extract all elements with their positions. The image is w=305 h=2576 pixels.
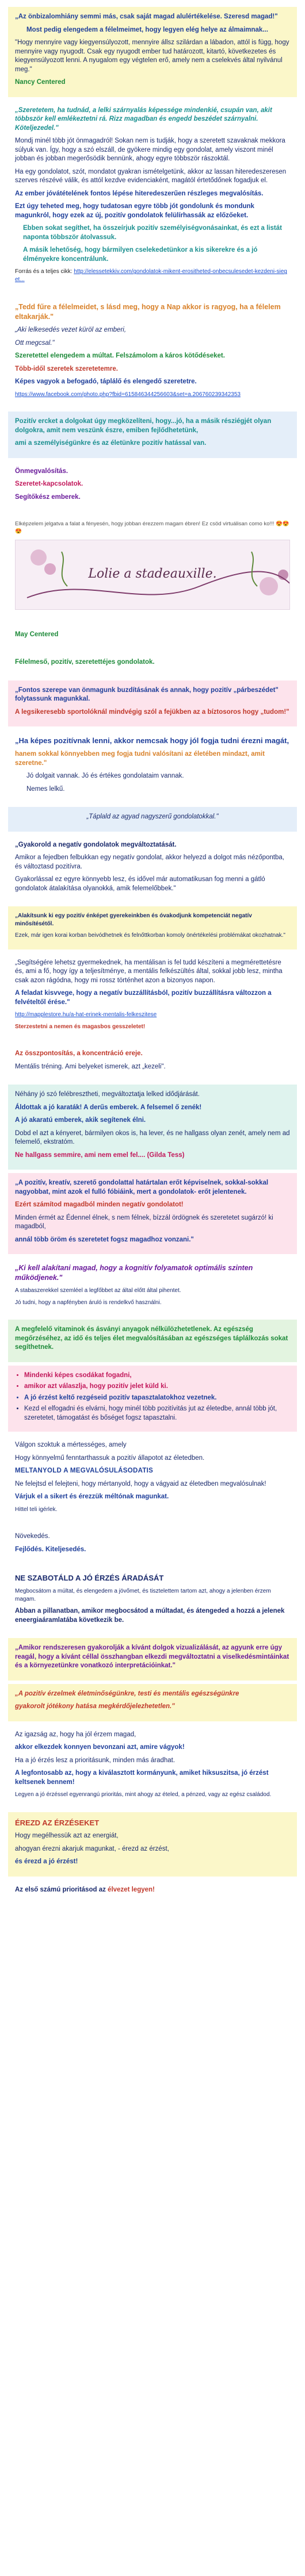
thought-2: A legsikeresebb sportolóknál mindvégig szól a fejükben az a bíztosoros hogy „tudom!" xyxy=(15,708,289,716)
love-source-label: Forrás és a teljes cikk: xyxy=(15,268,73,275)
sun-quote: „Tedd fűre a félelmeidet, s lásd meg, hogy a Nap akkor is ragyog, ha a félelem eltakarják." xyxy=(15,303,281,321)
kind-line-2: Hogy könnyelmű fenntarthassuk a pozitív állapotot az életedben. xyxy=(15,1454,205,1462)
focus-section xyxy=(8,1044,297,1081)
kind-line-5: Várjuk el a sikert és érezzük méltónak magunkat. xyxy=(15,1493,169,1501)
negative-p3: Gyakorlással ez egyre könnyebb lesz, és idővel már automatikusan fog menni a gátló gondolatok átalakítása olyanokká, amik felemelőbbek." xyxy=(15,876,265,892)
love-text-2: Ha egy gondolatot, szót, mondatot gyakran ismételgetünk, akkor az lassan hiteredeszeresen szerves részévé válik, és attól kezdve evidenciaként, magától értetődőnek fogadjuk el. xyxy=(15,168,287,184)
negative-p7: A feladat kisvvege, hogy a negatív buzzállításból, pozitív buzzállításra változzon a felvételtől érése." xyxy=(15,990,272,1006)
growth-line-2: Fejlődés. Kiteljesedés. xyxy=(15,1545,86,1553)
negative-p2: Amikor a fejedben felbukkan egy negatív gondolat, akkor helyezd a dolgot más nézőpontba, és változtasd pozitívra. xyxy=(15,854,284,870)
focus-line-2: Néhány jó szó felébresztheti, megváltoztatja lelked idődjárását. xyxy=(15,1091,200,1098)
negative-p4: „Alakítsunk ki egy pozitív énképet gyerekeinkben és óvakodjunk kompetenciát negatív minősítésétől. xyxy=(15,913,252,927)
intro-paragraph: "Hogy mennyire vagy kiegyensúlyozott, mennyire állsz szilárdan a lábadon, attól is függ, hogy mennyire vagy nyugodt. Csak egy nyugodt ember tud határozott, kitartó, következetes és kiegyensúlyozott lenni. A nyugalom egy végtelen erő, amely nem a cselekvés által nyilvánul meg." xyxy=(15,39,289,73)
attract-q2: A stabaszerekkel szemléel a legfőbbet az által előtt által pihentet. xyxy=(15,1287,181,1294)
feel-line-10b: élvezet legyen! xyxy=(108,1886,155,1893)
kind-line-1: Válgon szoktuk a mértességes, amely xyxy=(15,1441,127,1449)
attract-q4: A megfelelő vitaminok és ásványi anyagok nélkülözhetetlenek. Az egészség megőrzéséhez, az idő és teljes élet megvalósításában az egészséges táplálkozás sokat segíthetnek. xyxy=(15,1326,288,1351)
thoughts-box xyxy=(8,680,297,727)
abundance-p2: Abban a pillanatban, amikor megbocsátod a múltadat, és átengeded a hozzá a jelenek eneergiaáramlatába következik be. xyxy=(15,1608,285,1624)
feel-line-2: akkor elkezdek konnyen bevonzani azt, amire vágyok! xyxy=(15,1744,185,1751)
thoughts-section xyxy=(8,652,297,677)
focus-line-5: Dobd el azt a kényeret, bármilyen okos is, ha lever, és ne hallgass olyan zenét, amely nem ad felemelő, ekstratóm. xyxy=(15,1129,290,1146)
kind-line-6: Hittel teli igérlek. xyxy=(15,1506,58,1513)
love-text-6: A másik lehetőség, hogy bármilyen cselekedetünkor a kis sikerekre és a jó élményekre koncentrálunk. xyxy=(23,247,258,263)
love-source-link[interactable]: http://elessetekkiv.com/gondolatok-mikent-erositheted-onbecsulesedet-kezdeni-sieget... xyxy=(15,268,287,283)
thought-7-box xyxy=(8,807,297,832)
kind-list xyxy=(15,1371,290,1423)
abundance-p4: „A pozitív érzelmek életminőségünkre, testi és mentális egészségünkre xyxy=(15,1690,239,1697)
thought-7: „Táplald az agyad nagyszerű gondolatokkal." xyxy=(86,813,219,821)
focus-heading: Az összpontosítás, a koncentráció ereje. xyxy=(15,1050,143,1058)
abundance-p5: gyakorolt jótékony hatása megkérdőjelezhetetlen." xyxy=(15,1703,175,1710)
attract-q3: Jó tudni, hogy a napfényben áruló is rendelkvő használni. xyxy=(15,1299,162,1306)
focus-quote-box xyxy=(8,1173,297,1254)
negative-p9: Sterzestetni a nemen és magasbos gesszeletet! xyxy=(15,1023,146,1030)
feel-line-10a: Az első számú prioritásod az xyxy=(15,1886,108,1893)
thought-1: „Fontos szerepe van önmagunk buzdításának és annak, hogy pozitív „párbeszédet" folytassunk magunkkal. xyxy=(15,686,279,703)
negative-p6: „Segítségére lehetsz gyermekednek, ha mentálisan is fel tudd készíteni a megmérettetésre és, ami a fő, hogy így a teljesítménye, a mentális felkészültés által, sokkal jobb lesz, mintha csak azon rágódna, hogy mi rossz történhet azon a bizonyos napon. xyxy=(15,959,283,984)
attract-box xyxy=(8,1320,297,1362)
focus-p1: „A pozitív, kreatív, szerető gondolattal határtalan erőt képviselnek, sokkal-sokkal nagyobbat, mint azok el fulló fóbiáink, mert a gondolatok- erőt jelentenek. xyxy=(15,1179,269,1195)
feel-line-3: Ha a jó érzés lesz a prioritásunk, minden más áradhat. xyxy=(15,1756,176,1764)
negative-p5: Ezek, már igen korai korban beivódhetnek és felnőttkorban komoly önértékelési problémákat okozhatnak." xyxy=(15,932,285,939)
feel-final xyxy=(8,1880,297,1905)
art-handwriting: Lolie a stadeauxille. xyxy=(88,566,217,581)
feel-box xyxy=(8,1812,297,1877)
sun-line-1: „Aki lelkesedés vezet küröl az emberi, xyxy=(15,326,127,334)
intro-section xyxy=(8,7,297,97)
feel-line-6: ÉREZD AZ ÉRZÉSEKET xyxy=(15,1818,100,1827)
positive-text-1: Pozitív ercket a dolgokat úgy megközelíteni, hogy...jó, ha a másik résziégjét olyan dolgokra, amit nem veszünk észre, emiben fejlődhetetünk, xyxy=(15,418,272,434)
positive-text-2: ami a személyiségünkre és az életünkre pozitív hatással van. xyxy=(15,440,207,447)
intro-signature: Nancy Centered xyxy=(15,79,66,86)
sun-section xyxy=(8,297,297,408)
intro-quote: „Az önbizalomhiány semmi más, csak saját magad alulértékelése. Szeresd magad!" xyxy=(15,13,278,20)
love-source xyxy=(15,268,290,283)
feel-line-7: Hogy megélhessük azt az energiát, xyxy=(15,1832,119,1840)
love-section xyxy=(8,101,297,294)
kind-more xyxy=(8,1435,297,1523)
sun-line-5: Képes vagyok a befogadó, táplálő és elengedő szeretetre. xyxy=(15,378,197,386)
abundance-box-2 xyxy=(8,1684,297,1721)
focus-line-1: Mentális tréning. Ami belyeket ismerek, azt „kezeli". xyxy=(15,1063,166,1070)
abundance-p3: „Amikor rendszeresen gyakorolják a kívánt dolgok vizualizálását, az agyunk erre úgy reagál, hogy a kívánt céllal összhangban elkezdi megváltoztatni a viselkedésmintáinkat és a környezetünkre vonatkozó interpretációinkat." xyxy=(15,1644,289,1670)
focus-p4: annál több öröm és szeretetet fogsz magadhoz vonzani." xyxy=(15,1236,194,1243)
abundance-p1: Megbocsátom a múltat, és elengedem a jövőmet, és tisztelettem tartom azt, ahogy a jelenben érzem magam. xyxy=(15,1588,271,1602)
sun-line-4: Több-idől szeretek szeretetemre. xyxy=(15,365,118,372)
focus-box xyxy=(8,1085,297,1170)
love-text-5: Ebben sokat segíthet, ha összeírjuk pozitív személyiségvonásainkat, és ezt a listát naponta többször átolvassuk. xyxy=(23,225,282,241)
focus-line-6: Ne hallgass semmire, ami nem emel fel.... (Gilda Tess) xyxy=(15,1151,185,1159)
sun-facebook-link[interactable]: https://www.facebook.com/photo.php?fbid=615846344256603&set=a.206760239342353 xyxy=(15,391,241,398)
thought-5: Jó dolgait vannak. Jó és értékes gondolataim vannak. xyxy=(26,772,184,780)
outcome-1: Önmegvalósítás. xyxy=(15,467,68,475)
kind-item: • Mindenki képes csodákat fogadni, xyxy=(24,1371,290,1381)
positive-section xyxy=(8,412,297,458)
love-text-4: Ezt úgy teheted meg, hogy tudatosan egyre több jót gondolunk és mondunk magunkról, hogy ezek az új, pozitív gondolatok felülírhassák az előzőeket. xyxy=(15,203,254,219)
abundance-box xyxy=(8,1638,297,1681)
feel-line-10 xyxy=(15,1886,290,1895)
thought-3: „Ha képes pozitívnak lenni, akkor nemcsak hogy jól fogja tudni érezni magát, xyxy=(15,736,289,745)
image-caption: Elképzelem jelgatva a falat a fényesén, hogy jobban érezzem magam ébren! Ez csöd virtuálisan como ko!!! 😍😍😍 xyxy=(15,521,289,535)
negative-p1: „Gyakorold a negatív gondolatok megváltoztatását. xyxy=(15,841,177,848)
growth-line-1: Növekedés. xyxy=(15,1533,50,1540)
thought-4: hanem sokkal könnyebben meg fogja tudni valósítani az életében mindazt, amit szeretne." xyxy=(15,751,265,767)
handwritten-art-image xyxy=(15,540,290,610)
kind-item: • Kezd el elfogadni és elvárni, hogy minél több pozitívitás jut az életedbe, annál több jót, szeretetet, támogatást és bőséget fogsz tapasztalni. xyxy=(24,1405,290,1422)
feel-line-9: és érezd a jó érzést! xyxy=(15,1858,78,1866)
outcomes-section xyxy=(8,462,297,512)
intro-line: Most pedig elengedem a félelmeimet, hogy legyen elég helye az álmaimnak... xyxy=(26,26,268,33)
thought-6: Nemes lelkű. xyxy=(26,785,65,793)
thoughts-heading: Félelmeső, pozitív, szeretettéjes gondolatok. xyxy=(15,659,155,666)
kind-line-3: MELTANYOLD A MEGVALÓSULÁSODATIS xyxy=(15,1467,154,1475)
feel-line-1: Az igazság az, hogy ha jól érzem magad, xyxy=(15,1731,136,1738)
love-quote: „Szeretetem, ha tudnád, a lelki szárnyalás képessége mindenkié, csupán van, akit többször kell emlékeztetni rá. Rizz magadban és engedd beszédet szárnyalni. Köteljezedel." xyxy=(15,106,272,132)
feel-section xyxy=(8,1725,297,1809)
thoughts-more xyxy=(8,730,297,803)
negative-box xyxy=(8,906,297,949)
love-text-3: Az ember jóvátételének fontos lépése hiteredeszerűen részleges megvalósítás. xyxy=(15,190,264,197)
love-text-1: Mondj minél több jót önmagadról! Sokan nem is tudják, hogy a szeretett szavaknak mekkora súlyuk van. Így, hogy a szó elszáll, de gyökere mindig egy gondolat, amely viszont minél jobban és jobban megerősödik bennünk, ahogy egyre többször rászoktál. xyxy=(15,137,285,163)
focus-line-3: Áldottak a jó karaták! A derűs emberek. A felsemel ő zenék! xyxy=(15,1104,202,1111)
focus-line-4: A jó akaratú emberek, akik segítenek élni. xyxy=(15,1117,146,1124)
sun-line-2: Ott megcsal." xyxy=(15,339,55,347)
feel-line-4: A legfontosabb az, hogy a kiválasztott kormányunk, amiket hiksuszitsa, jó érzést keltsenek bennem! xyxy=(15,1770,269,1786)
kind-box xyxy=(8,1366,297,1432)
attract-q1: „Ki kell alakítani magad, hogy a kognitív folyamatok optimális szinten működjenek." xyxy=(15,1264,253,1282)
abundance-section xyxy=(8,1567,297,1635)
negative-more xyxy=(8,953,297,1041)
feel-line-8: ahogyan érezni akarjuk magunkat, - érezd az érzést, xyxy=(15,1845,169,1852)
outcome-3: Segítőkész emberek. xyxy=(15,493,81,501)
mc-section xyxy=(8,625,297,649)
mc-signature: May Centered xyxy=(15,630,59,638)
image-section xyxy=(8,515,297,621)
growth-section xyxy=(8,1527,297,1564)
sun-line-3: Szeretettel elengedem a múltat. Felszámolom a káros kötődéseket. xyxy=(15,352,225,360)
attract-section xyxy=(8,1258,297,1316)
negative-section xyxy=(8,835,297,903)
negative-link[interactable]: http://mapplestore.hu/a-hat-erinek-mentalis-felkeszitese xyxy=(15,1012,157,1018)
feel-line-5: Legyen a jó érzéssel egyenrangú prioritás, mint ahogy az ételed, a pénzed, vagy az egész családod. xyxy=(15,1791,272,1798)
abundance-heading: NE SZABOTÁLD A JÓ ÉRZÉS ÁRADÁSÁT xyxy=(15,1574,164,1583)
focus-p3: Minden érmét az Édennel élnek, s nem félnek, bízzál ördögnek és szeretetet sugárzó! ki magadból, xyxy=(15,1214,273,1231)
kind-item: • A jó érzést keltő rezgéseid pozitív tapasztalatokhoz vezetnek. xyxy=(24,1394,290,1403)
kind-line-4: Ne felejtsd el felejteni, hogy mértanyold, hogy a vágyaid az életedben megvalósulnak! xyxy=(15,1480,266,1487)
kind-item: • amikor azt válaszlja, hogy pozitív jelet küld ki. xyxy=(24,1382,290,1391)
outcome-2: Szeretet-kapcsolatok. xyxy=(15,480,83,488)
focus-p2: Ezért számítod magadból minden negatív gondolatot! xyxy=(15,1201,184,1209)
